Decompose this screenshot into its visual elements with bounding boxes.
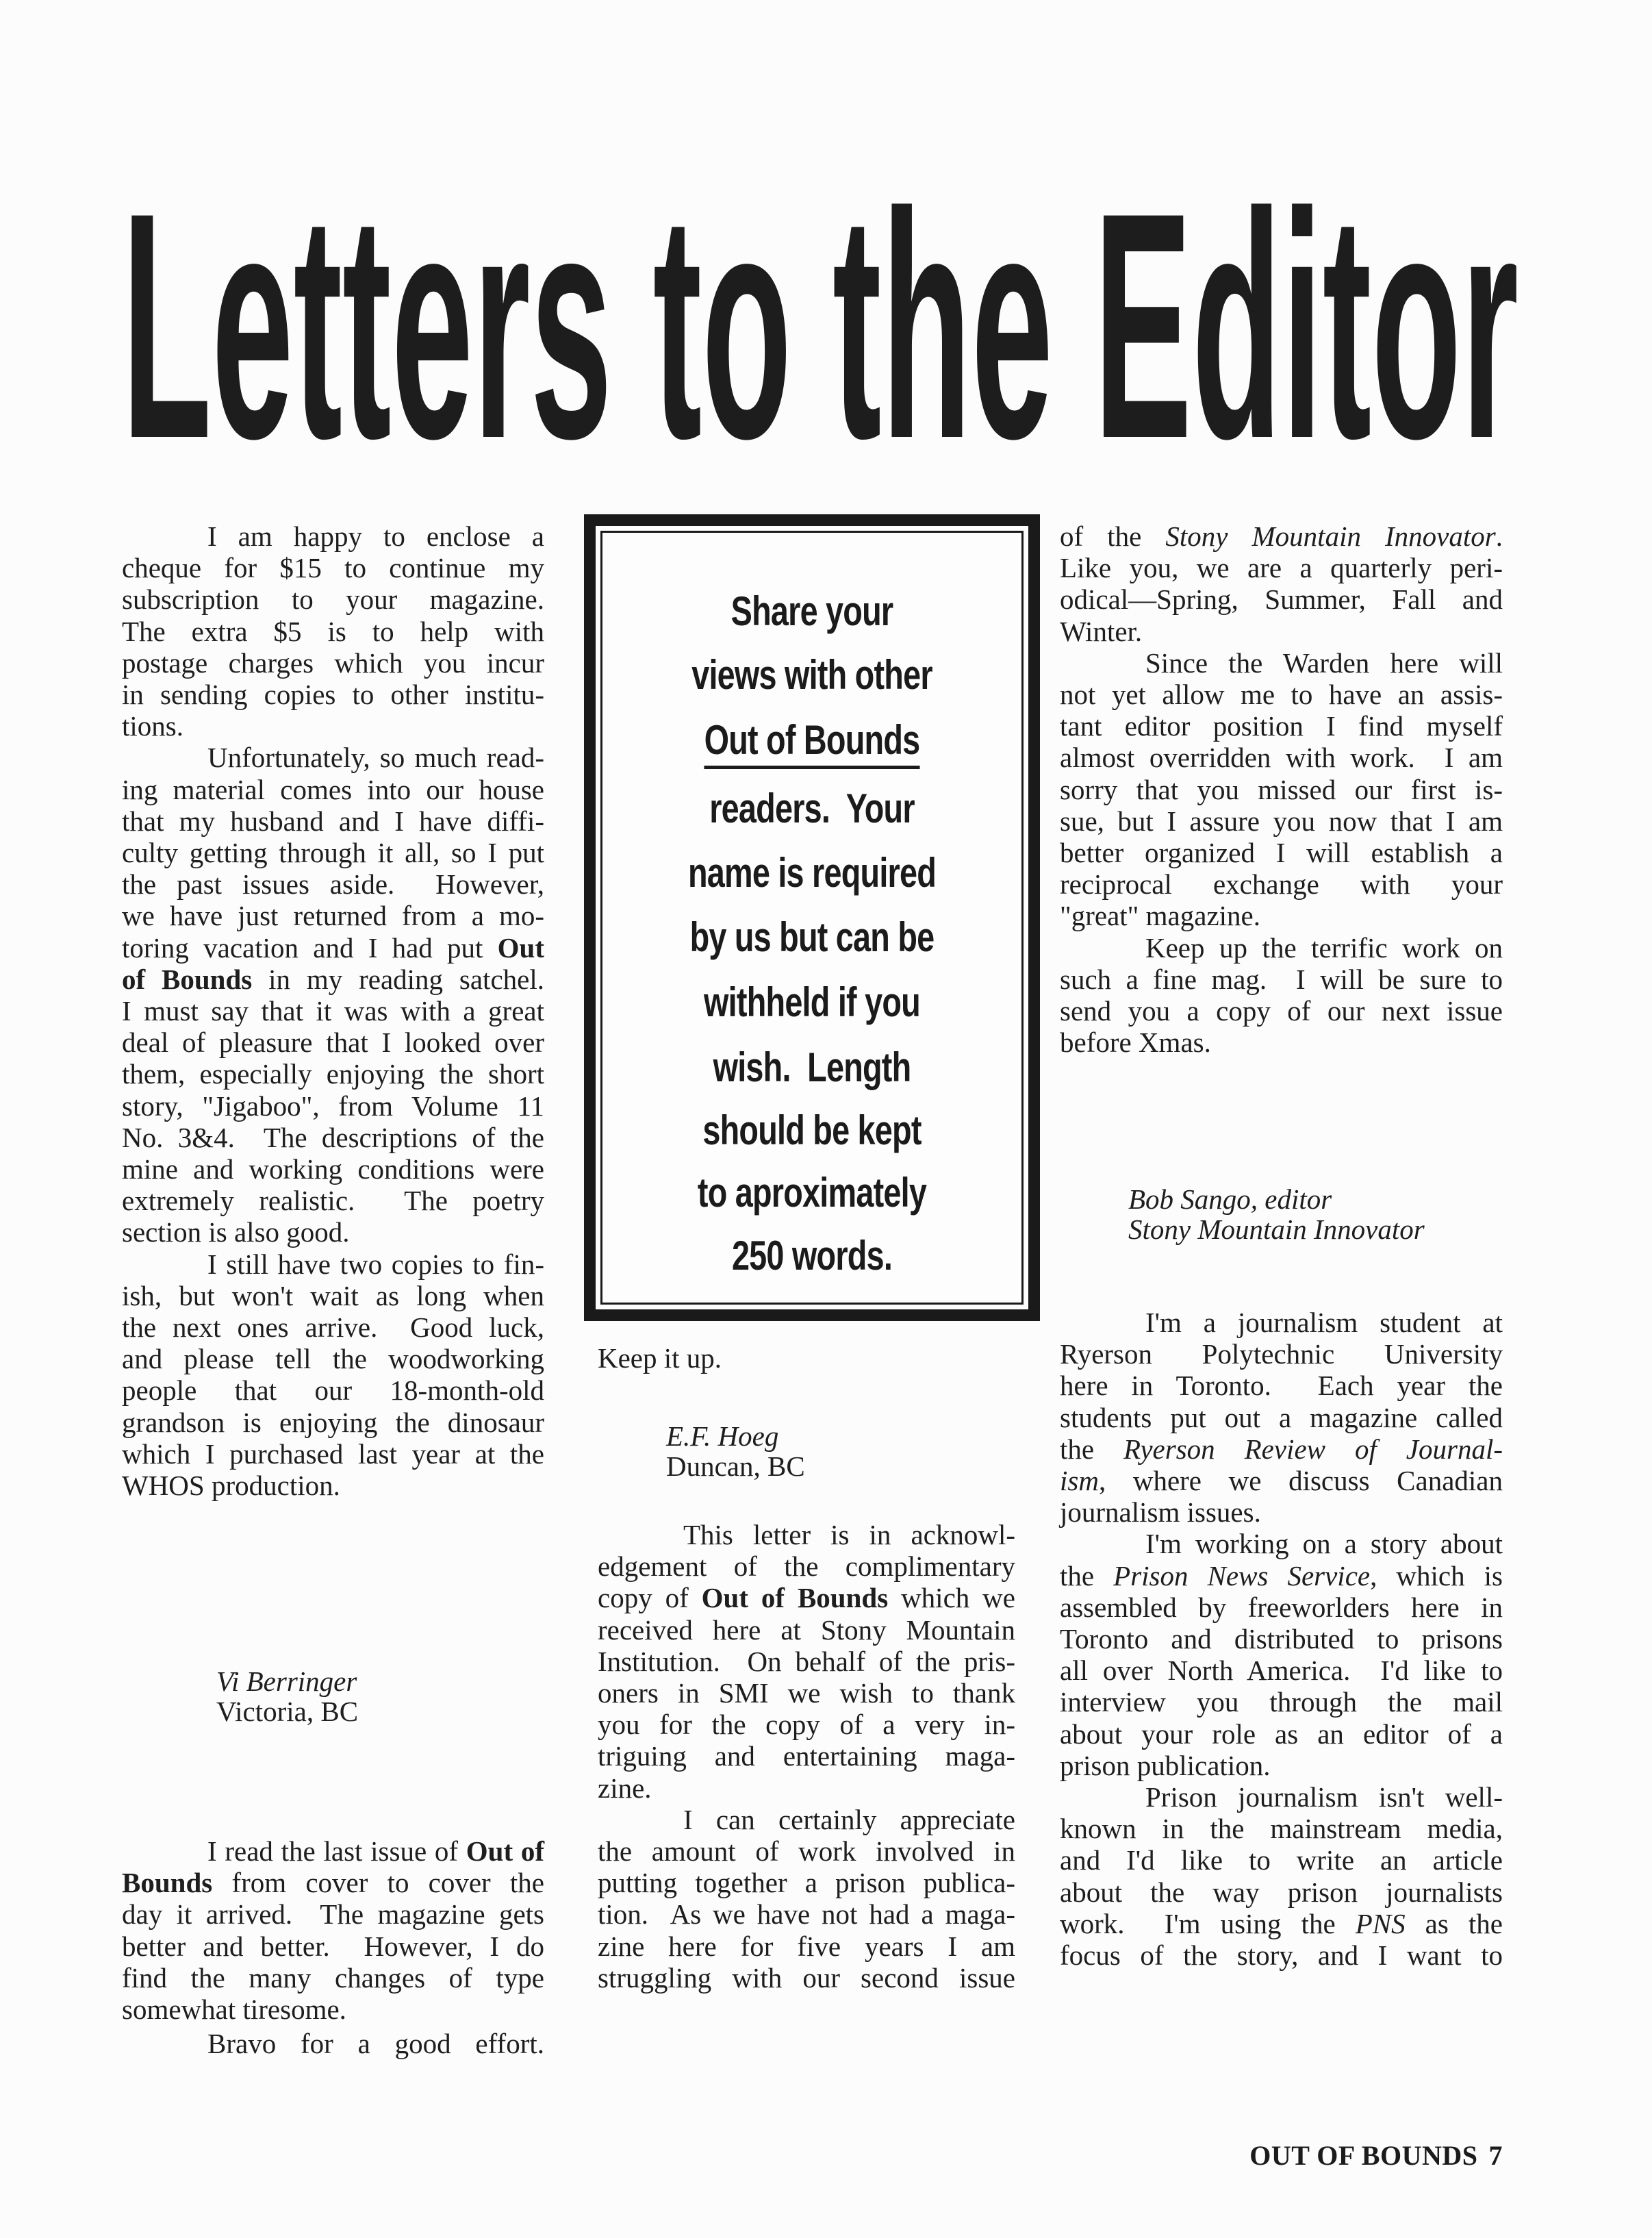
line-text: Since the Warden here will [1145,646,1503,679]
callout-text: Share your [730,588,893,634]
text-line [1060,520,1503,552]
line-text: sue, but I assure you now that I am [1060,805,1503,837]
line-text-tail: as the [1405,1907,1503,1939]
text-line [122,1216,544,1248]
text-line [1060,1496,1503,1528]
line-text: in sending copies to other institu- [122,679,544,710]
line-text: Like you, we are a quarterly peri- [1060,552,1503,584]
text-line [122,774,544,805]
line-text: all over North America. I'd like to [1060,1655,1503,1687]
callout-line [644,849,981,897]
text-line [122,1931,544,1962]
text-line [122,1280,544,1311]
text-line [1060,837,1503,868]
line-text: focus of the story, and I want to [1060,1939,1503,1971]
text-line [122,1898,544,1930]
line-text: we have just returned from a mo- [122,900,544,932]
text-line [122,868,544,900]
text-line [1060,868,1503,900]
text-line [1060,1908,1503,1939]
callout-line [644,979,981,1027]
text-line [122,1122,544,1153]
text-line [1060,1560,1503,1592]
text-line [122,583,544,615]
line-text: better and better. However, I do [122,1930,544,1962]
text-line [1060,1781,1503,1813]
line-text: the next ones arrive. Good luck, [122,1311,544,1343]
line-text: edgement of the complimentary [598,1550,1015,1583]
line-text: which I purchased last year at the [122,1437,544,1470]
line-text: and I'd like to write an article [1060,1844,1503,1876]
line-text: you for the copy of a very in- [598,1709,1015,1741]
text-line [122,837,544,868]
text-line [598,1740,1015,1772]
text-line [1060,805,1503,837]
callout-text: views with other [691,652,932,698]
text-line [122,616,544,647]
line-text: before Xmas. [1060,1027,1211,1059]
line-text: the amount of work involved in [598,1835,1015,1867]
line-text: assembled by freeworlders here in [1060,1591,1503,1623]
signature-name: Vi Berringer [216,1665,357,1697]
column-left [122,520,544,2164]
text-line [122,710,544,742]
text-line [598,1867,1015,1898]
text-line [122,552,544,583]
line-text: about your role as an editor of a [1060,1718,1503,1750]
text-line [1060,1623,1503,1655]
line-text: day it arrived. The magazine gets [122,1898,544,1931]
column-right [1060,520,1503,2164]
text-line [1060,1338,1503,1370]
text-line [1060,1655,1503,1686]
text-line [598,1962,1015,1994]
line-text: culty getting through it all, so I put [122,837,544,868]
bold-text: Out of Bounds [701,1582,889,1614]
line-text: This letter is in acknowl- [683,1519,1015,1550]
callout-text: to aproximately [697,1170,927,1216]
line-text: toring vacation and I had put [122,931,498,964]
callout-text: 250 words. [731,1233,893,1279]
column-middle [598,1342,1015,2164]
page-title [122,103,1525,459]
text-line [122,1090,544,1122]
text-line [1060,1370,1503,1401]
callout-text: name is required [687,850,937,896]
callout-line [644,1232,981,1280]
text-line [1060,1813,1503,1844]
text-line [122,995,544,1027]
callout-box [584,514,1040,1321]
line-text: Institution. On behalf of the pris- [598,1645,1015,1677]
line-text: here in Toronto. Each year the [1060,1370,1503,1402]
line-text: Unfortunately, so much read- [207,742,544,774]
line-text: somewhat tiresome. [122,1994,346,2025]
callout-line [644,1169,981,1217]
text-line [598,1646,1015,1677]
text-line [122,805,544,837]
text-line [1060,900,1503,931]
line-text: extremely realistic. The poetry [122,1185,544,1217]
page-footer [1249,2139,1503,2172]
text-line [122,1867,544,1898]
text-line [122,1248,544,1280]
line-text: tion. As we have not had a maga- [598,1898,1015,1931]
text-line [122,1027,544,1058]
line-text: Winter. [1060,615,1143,647]
callout-line [644,914,981,961]
italic-text: ism [1060,1465,1099,1496]
line-text: not yet allow me to have an assis- [1060,679,1503,710]
line-text: better organized I will establish a [1060,837,1503,868]
line-text: tions. [122,710,183,742]
text-line [1060,1402,1503,1433]
line-text: almost overridden with work. I am [1060,742,1503,774]
signature-place: Duncan, BC [666,1450,805,1482]
line-text: putting together a prison publica- [598,1867,1015,1899]
text-line [1060,932,1503,964]
text-line [1060,1844,1503,1876]
line-text-tail: , where we discuss Canadian [1098,1465,1503,1496]
bold-text: of Bounds [122,963,253,995]
text-line [1060,1686,1503,1718]
text-line [122,1994,544,2025]
text-line [1060,774,1503,805]
text-line [1060,1718,1503,1750]
line-text: deal of pleasure that I looked over [122,1027,544,1059]
line-text: about the way prison journalists [1060,1876,1503,1908]
text-line [598,1835,1015,1867]
text-line [1060,1307,1503,1338]
text-line [1060,647,1503,679]
text-line [122,1407,544,1438]
text-line [122,900,544,931]
line-text: I'm a journalism student at [1145,1307,1503,1338]
line-text: the past issues aside. However, [122,868,544,901]
text-line [122,932,544,964]
callout-line [644,1107,981,1155]
line-text: subscription to your magazine. [122,583,544,616]
line-text: known in the mainstream media, [1060,1813,1503,1845]
text-line [1060,1592,1503,1623]
text-line [1060,679,1503,710]
line-text: such a fine mag. I will be sure to [1060,963,1503,995]
line-text: students put out a magazine called [1060,1401,1503,1433]
line-text: the [1060,1559,1114,1592]
callout-line [644,651,981,699]
line-text-tail: , which is [1370,1559,1503,1592]
line-text: odical—Spring, Summer, Fall and [1060,583,1503,616]
bold-text: Bounds [122,1867,213,1899]
line-text: I am happy to enclose a [207,520,544,552]
line-text: tant editor position I find myself [1060,710,1503,742]
italic-text: PNS [1355,1907,1406,1939]
text-line [122,2028,544,2059]
text-line [1060,1876,1503,1908]
line-text: story, "Jigaboo", from Volume 11 [122,1090,544,1122]
line-text: oners in SMI we wish to thank [598,1677,1015,1709]
line-text: the [1060,1433,1124,1465]
line-text: of the [1060,520,1166,552]
line-text: The extra $5 is to help with [122,615,544,647]
callout-publication-name [644,716,981,764]
callout-text: readers. Your [709,785,915,831]
line-text: interview you through the mail [1060,1686,1503,1718]
signature-place: Victoria, BC [216,1696,359,1727]
line-text: and please tell the woodworking [122,1343,544,1375]
line-text: postage charges which you incur [122,646,544,679]
line-text-tail: which we [888,1582,1015,1614]
text-line [122,1185,544,1216]
text-line [1060,616,1503,647]
text-line [1060,552,1503,583]
line-text: people that our 18-month-old [122,1374,544,1407]
bold-text: Out of [466,1835,544,1867]
text-line [598,1898,1015,1930]
line-text: mine and working conditions were [122,1153,544,1185]
line-text: "great" magazine. [1060,900,1260,932]
line-text: section is also good. [122,1216,350,1248]
text-line [1060,995,1503,1027]
text-line [1060,964,1503,995]
line-text-tail: . [1495,520,1503,552]
line-text: received here at Stony Mountain [598,1613,1015,1646]
callout-line [644,785,981,833]
line-text: reciprocal exchange with your [1060,868,1503,901]
line-text: them, especially enjoying the short [122,1058,544,1090]
line-text: I still have two copies to fin- [207,1248,544,1280]
line-text: zine here for five years I am [598,1930,1015,1962]
signature-organization: Stony Mountain Innovator [1128,1214,1425,1245]
signature-name: Bob Sango, editor [1128,1183,1332,1215]
text-line [598,1772,1015,1804]
line-text: send you a copy of our next issue [1060,995,1503,1027]
line-text: Toronto and distributed to prisons [1060,1623,1503,1655]
line-text: Bravo for a good effort. [207,2028,544,2060]
line-text: struggling with our second issue [598,1961,1015,1994]
text-line [122,1343,544,1374]
text-line [1060,710,1503,742]
line-text: WHOS production. [122,1470,340,1501]
title-text: Letters to the Editor [122,146,1518,459]
line-text: I must say that it was with a great [122,995,544,1027]
bold-text: Out [497,931,544,964]
text-line [122,1438,544,1470]
line-text: ish, but won't wait as long when [122,1279,544,1311]
text-line [122,1835,544,1867]
text-line [1060,1465,1503,1496]
text-line [122,1470,544,1501]
callout-text: withheld if you [704,979,920,1025]
text-line [598,1677,1015,1709]
line-text: from cover to cover the [212,1867,544,1899]
text-line [122,1058,544,1090]
callout-text: should be kept [702,1107,922,1153]
line-text: copy of [598,1582,702,1614]
line-text: grandson is enjoying the dinosaur [122,1406,544,1438]
text-line [1060,1528,1503,1559]
line-text: I can certainly appreciate [683,1803,1015,1835]
callout-text: wish. Length [713,1044,911,1090]
text-line [1060,1750,1503,1781]
text-line [598,1709,1015,1740]
callout-line [644,588,981,636]
line-text: sorry that you missed our first is- [1060,773,1503,805]
text-line [1060,1433,1503,1465]
text-line [122,1374,544,1406]
line-text: work. I'm using the [1060,1907,1356,1939]
line-text: I read the last issue of [207,1835,466,1867]
text-line [598,1519,1015,1550]
title-graphic [122,103,1525,459]
text-line [122,1153,544,1185]
italic-text: Ryerson Review of Journal- [1123,1433,1503,1465]
signature-name: E.F. Hoeg [666,1420,779,1452]
callout-line [644,1044,981,1092]
line-text: that my husband and I have diffi- [122,805,544,837]
page-number: 7 [1488,2140,1503,2171]
text-line [122,679,544,710]
text-line [122,647,544,679]
line-text: No. 3&4. The descriptions of the [122,1121,544,1153]
italic-text: Stony Mountain Innovator [1165,520,1496,552]
line-text: Prison journalism isn't well- [1145,1781,1503,1813]
text-line [1060,742,1503,773]
text-line [598,1614,1015,1646]
italic-text: Prison News Service [1113,1559,1371,1592]
text-line [598,1804,1015,1835]
text-line [122,520,544,552]
text-line [122,742,544,773]
text-line [598,1931,1015,1962]
text-line [598,1582,1015,1613]
text-line [598,1550,1015,1582]
line-text: zine. [598,1772,652,1804]
text-line [1060,1939,1503,1971]
line-text: Keep up the terrific work on [1145,931,1503,964]
text-line [1060,1027,1503,1058]
text-line [122,1962,544,1994]
line-text: cheque for $15 to continue my [122,552,544,584]
line-text: I'm working on a story about [1145,1528,1503,1560]
closing-text: Keep it up. [598,1342,722,1374]
line-text: triguing and entertaining maga- [598,1740,1015,1772]
line-text: ing material comes into our house [122,773,544,805]
text-line [1060,583,1503,615]
text-line [122,1311,544,1343]
callout-text: by us but can be [689,914,935,960]
line-text: find the many changes of type [122,1961,544,1994]
callout-text: Out of Bounds [704,717,920,769]
footer-publication: OUT OF BOUNDS [1249,2140,1478,2171]
line-text: in my reading satchel. [252,963,544,995]
line-text: journalism issues. [1060,1496,1261,1529]
text-line [122,964,544,995]
line-text: prison publication. [1060,1749,1271,1781]
line-text: Ryerson Polytechnic University [1060,1338,1503,1370]
